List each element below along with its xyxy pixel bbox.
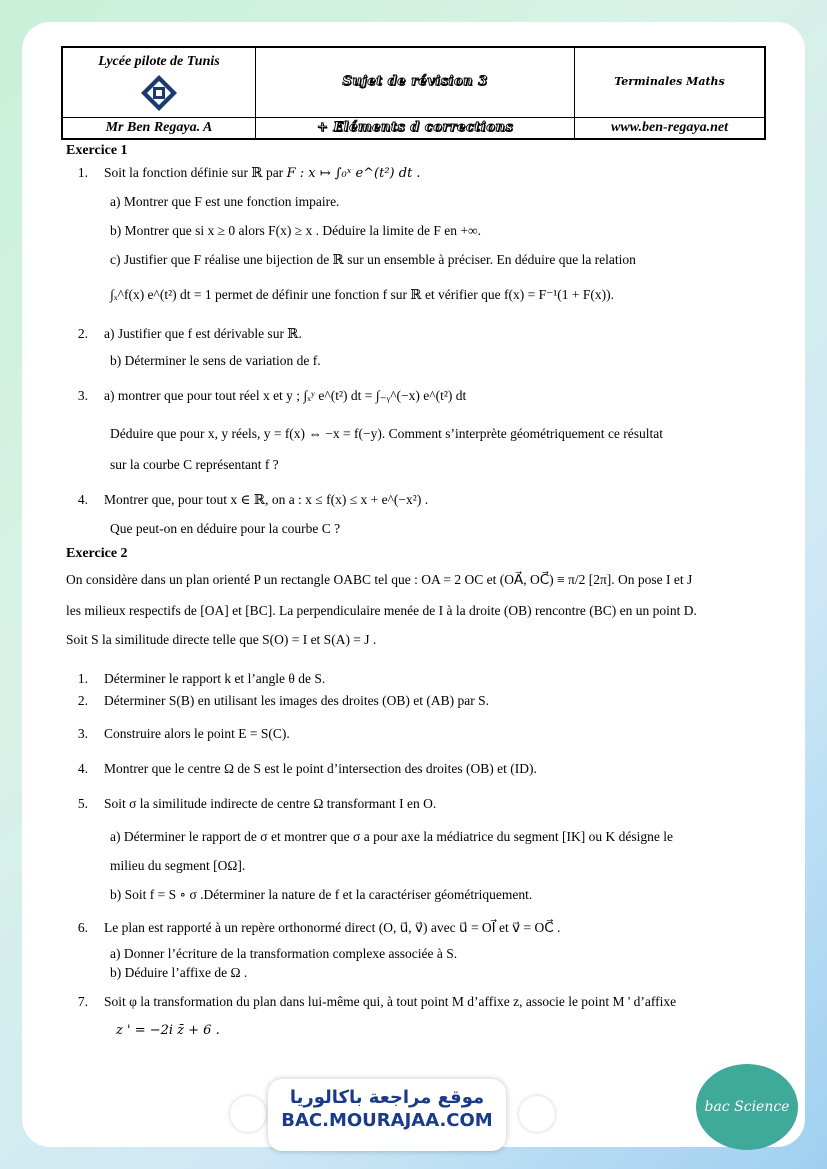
question-text: a) Justifier que f est dérivable sur ℝ. <box>104 325 302 341</box>
formula: F : x ↦ ∫₀ˣ e^(t²) dt . <box>286 166 421 181</box>
question-number: 2. <box>77 693 88 709</box>
ex2-intro-3: Soit S la similitude directe telle que S(O) = I et S(A) = J . <box>66 631 377 647</box>
subtitle-cell <box>256 117 575 139</box>
ex1-q2b: b) Déterminer le sens de variation de f. <box>110 352 321 368</box>
header-table <box>61 46 766 140</box>
question-number: 2. <box>77 325 88 341</box>
banner-site: BAC.MOURAJAA.COM <box>281 1110 493 1131</box>
bac-science-badge: bac Science <box>696 1064 798 1150</box>
site-banner[interactable] <box>268 1079 506 1151</box>
school-cell <box>62 47 256 117</box>
question-number: 6. <box>77 919 88 935</box>
question-number: 1. <box>77 165 88 180</box>
question-text: Déterminer S(B) en utilisant les images des droites (OB) et (AB) par S. <box>104 693 490 709</box>
ex2-intro-1: On considère dans un plan orienté P un rectangle OABC tel que : OA = 2 OC et (OA⃗, OC⃗) ≡ π/2 [2π]. On pose I et J <box>66 571 693 587</box>
ex2-q5a-continued: milieu du segment [OΩ]. <box>110 857 246 873</box>
exercise-2-title: Exercice 2 <box>66 545 128 561</box>
school-name: Lycée pilote de Tunis <box>98 54 220 70</box>
ex1-q1c-continued: ∫ₓ^f(x) e^(t²) dt = 1 permet de définir une fonction f sur ℝ et vérifier que f(x) = F⁻¹(1 + F(x)). <box>110 286 615 302</box>
question-text: Soit φ la transformation du plan dans lui-même qui, à tout point M d’affixe z, associe le point M ' d’affixe <box>104 994 677 1010</box>
ex2-question-6 <box>58 920 763 937</box>
question-number: 3. <box>77 387 88 403</box>
title-cell <box>256 47 575 117</box>
ex1-q1a: a) Montrer que F est une fonction impaire. <box>110 194 340 210</box>
question-text: a) montrer que pour tout réel x et y ; ∫ₓʸ e^(t²) dt = ∫₋ᵧ^(−x) e^(t²) dt <box>104 387 467 403</box>
ex1-question-1 <box>58 165 763 182</box>
ex2-question-4 <box>58 761 763 778</box>
question-number: 4. <box>77 761 88 777</box>
document-content <box>58 46 763 1039</box>
question-number: 7. <box>77 994 88 1010</box>
ex2-question-1 <box>58 671 763 688</box>
question-text: Construire alors le point E = S(C). <box>104 726 290 742</box>
question-text: Le plan est rapporté à un repère orthonormé direct (O, u⃗, v⃗) avec u⃗ = OI⃗ et v⃗ = OC⃗ . <box>104 919 561 935</box>
ex2-q7-formula: z ' = −2i z̄ + 6 . <box>116 1023 220 1038</box>
ex2-question-7 <box>58 994 763 1011</box>
ex1-q1b: b) Montrer que si x ≥ 0 alors F(x) ≥ x . Déduire la limite de F en +∞. <box>110 223 481 239</box>
ex1-q1c: c) Justifier que F réalise une bijection de ℝ sur un ensemble à préciser. En déduire que la relation <box>110 252 636 267</box>
school-logo-icon <box>140 74 178 112</box>
question-number: 1. <box>77 670 88 686</box>
ex2-q5a: a) Déterminer le rapport de σ et montrer que σ a pour axe la médiatrice du segment [IK] ou K désigne le <box>110 828 673 844</box>
ex2-question-3 <box>58 726 763 743</box>
document-title: Sujet de révision 3 <box>342 74 488 90</box>
small-logo-icon <box>519 1096 555 1132</box>
question-number: 3. <box>77 726 88 742</box>
exercise-1-title: Exercice 1 <box>66 143 128 158</box>
level-cell <box>575 47 766 117</box>
ex1-question-2 <box>58 326 763 343</box>
ex2-q5b: b) Soit f = S ∘ σ .Déterminer la nature de f et la caractériser géométriquement. <box>110 886 533 902</box>
question-number: 4. <box>77 492 88 508</box>
ex1-question-3 <box>58 388 763 405</box>
teacher-name: Mr Ben Regaya. A <box>62 117 256 139</box>
website-link[interactable]: www.ben-regaya.net <box>575 117 766 139</box>
ex2-q6a: a) Donner l’écriture de la transformation complexe associée à S. <box>110 946 458 962</box>
document-subtitle: + Eléments d corrections <box>316 119 514 135</box>
question-text: Déterminer le rapport k et l’angle θ de S. <box>104 670 326 686</box>
ex1-q4b: Que peut-on en déduire pour la courbe C ? <box>110 521 341 536</box>
ex2-intro-2: les milieux respectifs de [OA] et [BC]. La perpendiculaire menée de I à la droite (OB) rencontre (BC) en un point D. <box>66 602 697 618</box>
ex2-question-5 <box>58 796 763 813</box>
question-text: Montrer que le centre Ω de S est le point d’intersection des droites (OB) et (ID). <box>104 761 537 777</box>
page-sheet <box>22 22 805 1147</box>
ex1-question-4 <box>58 492 763 509</box>
ex1-q3c: sur la courbe C représentant f ? <box>110 457 279 473</box>
question-text: Soit la fonction définie sur ℝ par <box>104 165 284 180</box>
small-logo-icon <box>230 1096 266 1132</box>
level-label: Terminales Maths <box>614 75 725 89</box>
banner-arabic: موقع مراجعة باكالوريا <box>289 1087 485 1108</box>
ex1-q3b: Déduire que pour x, y réels, y = f(x) ⇔ −x = f(−y). Comment s’interprète géométriquement ce résultat <box>110 426 664 442</box>
question-number: 5. <box>77 796 88 811</box>
ex2-question-2 <box>58 693 763 710</box>
ex2-q6b: b) Déduire l’affixe de Ω . <box>110 965 248 981</box>
question-text: Soit σ la similitude indirecte de centre Ω transformant I en O. <box>104 796 437 811</box>
question-text: Montrer que, pour tout x ∈ ℝ, on a : x ≤ f(x) ≤ x + e^(−x²) . <box>104 492 429 508</box>
